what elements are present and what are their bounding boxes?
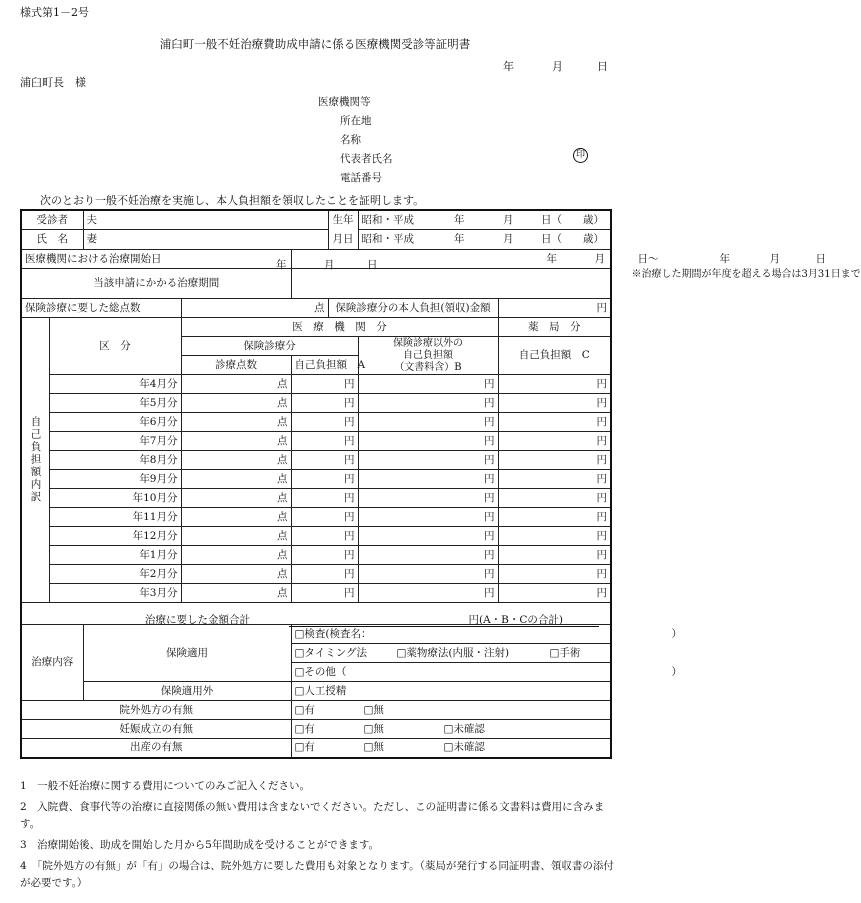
start-date-label: 医療機関における治療開始日 xyxy=(21,250,291,269)
yes-checkbox[interactable]: □有 xyxy=(294,722,315,735)
month-row: 年9月分 点 円 円 円 xyxy=(21,470,611,489)
insured-treatment-label: 保険適用 xyxy=(83,625,291,682)
exam-checkbox[interactable]: □検査(検査名： xyxy=(294,627,372,640)
pregnancy-label: 妊娠成立の有無 xyxy=(21,720,291,739)
institution-representative-label: 代表者氏名 xyxy=(340,153,393,165)
institution-name-label: 名称 xyxy=(340,134,361,146)
institution-block xyxy=(318,96,393,191)
insured-header: 保険診療分 xyxy=(181,337,358,356)
surgery-checkbox[interactable]: □手術 xyxy=(549,646,581,659)
total-cost-row xyxy=(21,603,611,625)
era-label: 昭和・平成 xyxy=(361,213,414,226)
date-year-label: 年 xyxy=(503,60,514,73)
total-points-field[interactable]: 点 xyxy=(181,299,328,318)
notes xyxy=(20,778,618,896)
pharmacy-self-pay-header: 自己負担額 C xyxy=(498,337,611,375)
month-row: 年7月分 点 円 円 円 xyxy=(21,432,611,451)
month-row: 年1月分 点 円 円 円 xyxy=(21,546,611,565)
no-checkbox[interactable]: □無 xyxy=(363,703,384,716)
birth-label: 出産の有無 xyxy=(21,739,291,758)
unknown-checkbox[interactable]: □未確認 xyxy=(443,741,485,754)
note-item: 4 「院外処方の有無」が「有」の場合は、院外処方に要した費用も対象となります。（薬局が発行する同証明書、領収書の添付が必要です。） xyxy=(20,860,614,889)
unknown-checkbox[interactable]: □未確認 xyxy=(443,722,485,735)
insured-paid-field[interactable]: 円 xyxy=(498,299,611,318)
note-item: 2 入院費、食事代等の治療に直接関係の無い費用は含まないでください。ただし、この証明書に係る文書料は費用に含みます。 xyxy=(20,801,605,830)
ai-checkbox[interactable]: □人工授精 xyxy=(291,682,611,701)
medical-institution-header: 医 療 機 関 分 xyxy=(181,318,498,337)
month-row: 年8月分 点 円 円 円 xyxy=(21,451,611,470)
husband-label: 夫 xyxy=(86,213,97,226)
note-item: 3 治療開始後、助成を開始した月から5年間助成を受けることができます。 xyxy=(20,839,380,851)
month-row: 年2月分 点 円 円 円 xyxy=(21,565,611,584)
institution-heading: 医療機関等 xyxy=(318,96,371,108)
outside-prescription-options xyxy=(291,701,611,720)
treatment-label: 治療内容 xyxy=(21,625,83,701)
self-pay-a-header: 自己負担額 A xyxy=(291,356,358,375)
total-cost-label: 治療に要した金額合計 xyxy=(145,613,250,626)
certification-statement: 次のとおり一般不妊治療を実施し、本人負担額を領収したことを証明します。 xyxy=(40,194,425,207)
institution-phone-label: 電話番号 xyxy=(340,172,382,184)
wife-label: 妻 xyxy=(86,233,97,246)
total-cost-field[interactable]: 円(A・B・Cの合計) xyxy=(289,614,599,628)
era-label: 昭和・平成 xyxy=(361,233,414,246)
non-insured-treatment-label: 保険適用外 xyxy=(83,682,291,701)
yes-checkbox[interactable]: □有 xyxy=(294,703,315,716)
document-title: 浦臼町一般不妊治療費助成申請に係る医療機関受診等証明書 xyxy=(159,37,471,51)
period-field[interactable]: 年 月 日～ 年 月 日 ※治療した期間が年度を超える場合は3月31日まで xyxy=(291,269,611,299)
wife-birth-field[interactable]: 昭和・平成 年 月 日（ 歳） xyxy=(358,230,611,250)
month-row: 年10月分 点 円 円 円 xyxy=(21,489,611,508)
month-row: 年5月分 点 円 円 円 xyxy=(21,394,611,413)
other-field[interactable]: □その他（ ） xyxy=(291,663,611,682)
institution-address-label: 所在地 xyxy=(340,115,372,127)
date-day-label: 日 xyxy=(597,60,608,73)
outside-prescription-label: 院外処方の有無 xyxy=(21,701,291,720)
no-checkbox[interactable]: □無 xyxy=(363,741,384,754)
month-row: 年4月分 点 円 円 円 xyxy=(21,375,611,394)
birth-options xyxy=(291,739,611,758)
month-row: 年3月分 点 円 円 円 xyxy=(21,584,611,603)
birth-date-label: 生年 月日 xyxy=(328,210,358,250)
other-checkbox[interactable]: □その他（ xyxy=(294,665,347,678)
exam-field[interactable]: □検査(検査名： ） xyxy=(291,625,611,644)
recipient-label-bottom: 氏 名 xyxy=(21,230,83,250)
husband-birth-field[interactable]: 昭和・平成 年 月 日（ 歳） xyxy=(358,210,611,230)
start-date-field[interactable]: 年 月 日 xyxy=(291,250,611,269)
month-row: 年6月分 点 円 円 円 xyxy=(21,413,611,432)
note-item: 1 一般不妊治療に関する費用についてのみご記入ください。 xyxy=(20,780,310,792)
insured-paid-label: 保険診療分の本人負担(領収)金額 xyxy=(328,299,498,318)
no-checkbox[interactable]: □無 xyxy=(363,722,384,735)
recipient-label-top: 受診者 xyxy=(21,210,83,230)
total-points-label: 保険診療に要した総点数 xyxy=(21,299,181,318)
month-row: 年11月分 点 円 円 円 xyxy=(21,508,611,527)
addressee: 浦臼町長 様 xyxy=(20,76,86,89)
month-row: 年12月分 点 円 円 円 xyxy=(21,527,611,546)
breakdown-category-header: 区 分 xyxy=(49,318,181,375)
form-number: 様式第1－2号 xyxy=(20,6,89,19)
pharmacy-header: 薬 局 分 xyxy=(498,318,611,337)
period-label: 当該申請にかかる治療期間 xyxy=(21,269,291,299)
period-note: ※治療した期間が年度を超える場合は3月31日まで xyxy=(631,269,861,280)
insured-options xyxy=(291,644,611,663)
certificate-table xyxy=(20,209,861,759)
drug-checkbox[interactable]: □薬物療法(内服・注射) xyxy=(396,646,510,659)
seal-mark: 印 xyxy=(573,148,588,163)
date-month-label: 月 xyxy=(552,60,563,73)
non-insured-header: 保険診療以外の 自己負担額 （文書料含）B xyxy=(358,337,498,375)
breakdown-side-label: 自己負担額内訳 xyxy=(21,318,49,603)
points-column-header: 診療点数 xyxy=(181,356,291,375)
yes-checkbox[interactable]: □有 xyxy=(294,741,315,754)
timing-checkbox[interactable]: □タイミング法 xyxy=(294,646,368,659)
wife-name-field[interactable] xyxy=(83,230,328,250)
pregnancy-options xyxy=(291,720,611,739)
husband-name-field[interactable] xyxy=(83,210,328,230)
